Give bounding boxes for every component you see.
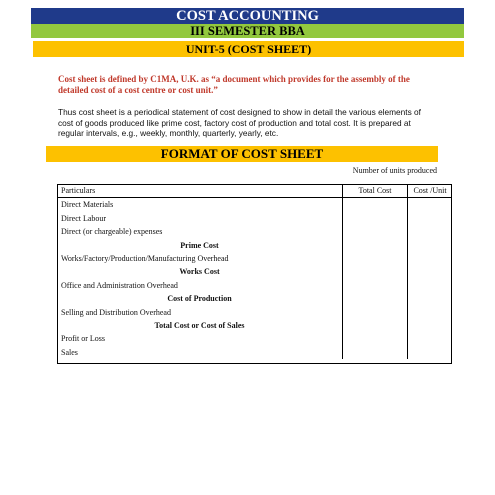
units-produced-note: Number of units produced — [352, 166, 437, 175]
total-cost-cell — [343, 332, 408, 345]
header-particulars: Particulars — [57, 184, 343, 198]
total-cost-cell — [343, 306, 408, 319]
total-cost-cell — [343, 225, 408, 238]
total-cost-cell — [343, 292, 408, 305]
cost-per-unit-cell — [408, 225, 453, 238]
explanation-paragraph: Thus cost sheet is a periodical statement of cost designed to show in detail the various elements of cost of goods produced like prime cost, factory cost of production and total cost. It is prepared at regular intervals, e.g., weekly, monthly, quarterly, yearly, etc. — [58, 107, 421, 138]
row-label: Total Cost or Cost of Sales — [154, 321, 245, 331]
cost-per-unit-cell — [408, 279, 453, 292]
table-header-row — [57, 184, 452, 198]
row-label: Direct (or chargeable) expenses — [61, 227, 163, 237]
cost-per-unit-cell — [408, 319, 453, 332]
header-cost-per-unit: Cost /Unit — [408, 184, 453, 198]
cost-per-unit-cell — [408, 198, 453, 212]
total-cost-cell — [343, 212, 408, 225]
header-total-cost: Total Cost — [343, 184, 408, 198]
row-label: Direct Materials — [61, 200, 114, 210]
total-cost-cell — [343, 319, 408, 332]
row-label: Prime Cost — [180, 240, 219, 250]
table-row — [57, 279, 452, 292]
table-row — [57, 239, 452, 252]
cost-table-body — [57, 198, 452, 359]
table-row — [57, 332, 452, 345]
row-label: Cost of Production — [167, 294, 232, 304]
row-label: Profit or Loss — [61, 334, 105, 344]
total-cost-cell — [343, 239, 408, 252]
total-cost-cell — [343, 279, 408, 292]
definition-paragraph: Cost sheet is defined by C1MA, U.K. as “a document which provides for the assembly of the detailed cost of a cost centre or cost unit.” — [58, 74, 410, 95]
total-cost-cell — [343, 198, 408, 212]
cost-per-unit-cell — [408, 239, 453, 252]
total-cost-cell — [343, 265, 408, 278]
row-label: Works/Factory/Production/Manufacturing Overhead — [61, 254, 229, 264]
table-row — [57, 198, 452, 212]
total-cost-cell — [343, 346, 408, 359]
cost-per-unit-cell — [408, 306, 453, 319]
table-row — [57, 265, 452, 278]
document-title: COST ACCOUNTING — [31, 8, 464, 24]
cost-per-unit-cell — [408, 252, 453, 265]
table-row — [57, 225, 452, 238]
format-heading: FORMAT OF COST SHEET — [46, 146, 438, 162]
table-row — [57, 306, 452, 319]
table-row — [57, 346, 452, 359]
unit-banner: UNIT-5 (COST SHEET) — [33, 41, 464, 57]
row-label: Direct Labour — [61, 213, 107, 223]
row-label: Works Cost — [179, 267, 220, 277]
table-row — [57, 212, 452, 225]
semester-banner: III SEMESTER BBA — [31, 24, 464, 38]
table-row — [57, 252, 452, 265]
cost-per-unit-cell — [408, 346, 453, 359]
cost-per-unit-cell — [408, 265, 453, 278]
total-cost-cell — [343, 252, 408, 265]
cost-per-unit-cell — [408, 212, 453, 225]
cost-per-unit-cell — [408, 292, 453, 305]
row-label: Office and Administration Overhead — [61, 280, 178, 290]
cost-sheet-table — [57, 184, 452, 359]
row-label: Selling and Distribution Overhead — [61, 307, 171, 317]
table-row — [57, 292, 452, 305]
table-row — [57, 319, 452, 332]
row-label: Sales — [61, 347, 78, 357]
cost-per-unit-cell — [408, 332, 453, 345]
